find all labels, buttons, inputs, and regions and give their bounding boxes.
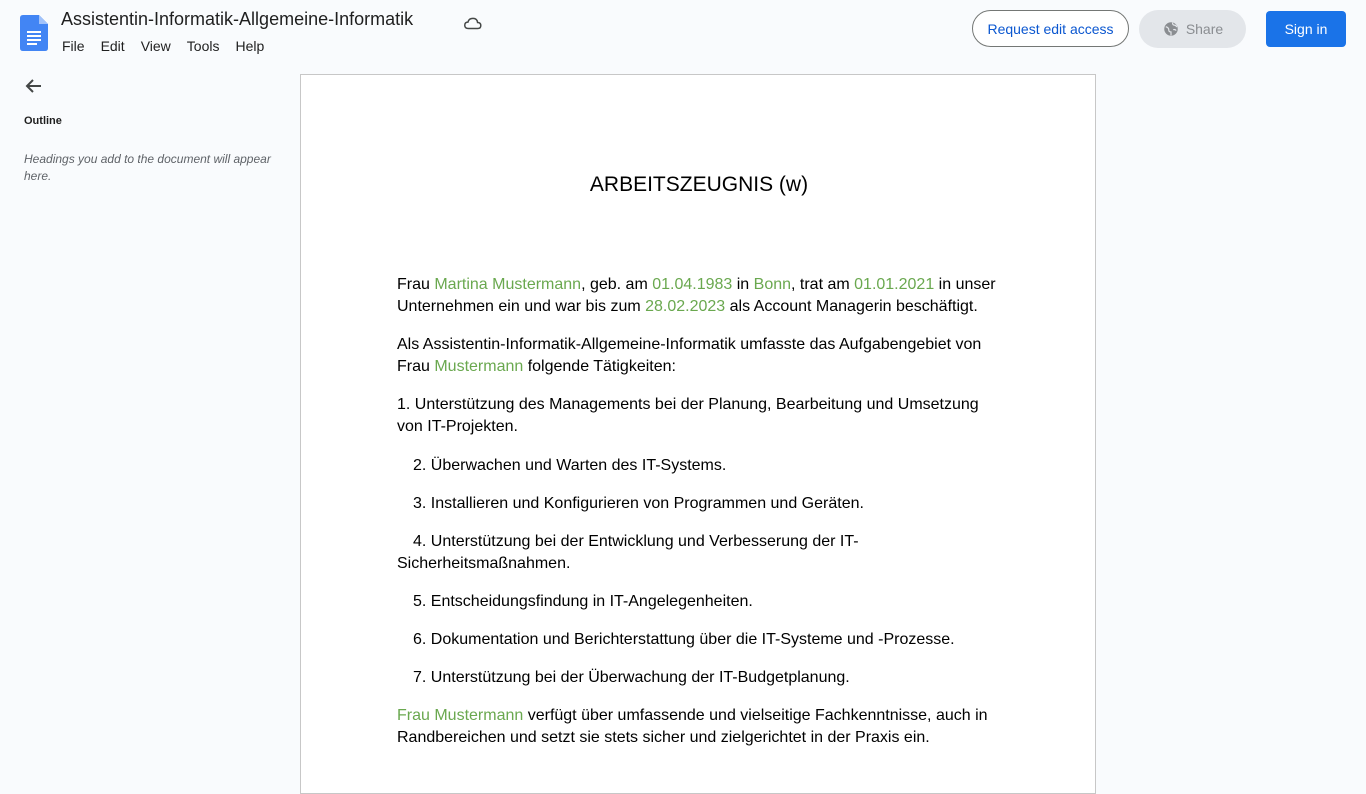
text-segment: , trat am <box>791 276 855 293</box>
skills-paragraph <box>397 705 997 749</box>
text-segment: Als Assistentin-Informatik-Allgemeine-Informatik umfasste das Aufgabengebiet von Frau <box>397 336 982 375</box>
task-item-2: 2. Überwachen und Warten des IT-Systems. <box>413 457 727 474</box>
document-title[interactable]: Assistentin-Informatik-Allgemeine-Informatik <box>61 9 414 29</box>
menu-help[interactable]: Help <box>235 38 265 54</box>
back-arrow-icon[interactable] <box>22 74 46 98</box>
employee-reference: Frau Mustermann <box>397 707 524 724</box>
birth-date: 01.04.1983 <box>652 276 733 293</box>
globe-icon <box>1162 20 1180 38</box>
intro-paragraph <box>397 274 997 318</box>
share-label: Share <box>1185 21 1224 37</box>
menu-edit[interactable]: Edit <box>100 38 125 54</box>
employee-name: Martina Mustermann <box>434 276 582 293</box>
cloud-saved-icon[interactable] <box>462 12 484 34</box>
google-docs-logo-icon[interactable] <box>20 15 48 51</box>
menu-bar <box>54 36 272 56</box>
sign-in-button[interactable]: Sign in <box>1266 11 1346 47</box>
text-segment: als Account Managerin beschäftigt. <box>725 298 978 315</box>
end-date: 28.02.2023 <box>645 298 726 315</box>
document-heading: ARBEITSZEUGNIS (w) <box>589 173 809 196</box>
task-item-7: 7. Unterstützung bei der Überwachung der IT-Budgetplanung. <box>413 669 850 686</box>
task-item-4: 4. Unterstützung bei der Entwicklung und Verbesserung der IT-Sicherheitsmaßnahmen. <box>397 533 859 572</box>
text-segment: verfügt über umfassende und vielseitige Fachkenntnisse, auch in Randbereichen und setzt sie stets sicher und zielgerichtet in der Praxis ein. <box>397 707 988 746</box>
text-segment: in unser Unternehmen ein und war bis zum <box>397 276 996 315</box>
task-item-6: 6. Dokumentation und Berichterstattung über die IT-Systeme und -Prozesse. <box>413 631 955 648</box>
start-date: 01.01.2021 <box>854 276 935 293</box>
share-button[interactable] <box>1139 10 1246 48</box>
outline-hint: Headings you add to the document will appear here. <box>24 152 271 183</box>
text-segment: , geb. am <box>581 276 653 293</box>
menu-view[interactable]: View <box>140 38 171 54</box>
task-item-3: 3. Installieren und Konfigurieren von Programmen und Geräten. <box>413 495 864 512</box>
top-bar <box>0 0 1366 64</box>
menu-tools[interactable]: Tools <box>186 38 220 54</box>
request-edit-access-button[interactable]: Request edit access <box>972 10 1129 47</box>
tasks-intro-paragraph <box>397 334 997 378</box>
outline-title: Outline <box>24 115 62 127</box>
birth-city: Bonn <box>753 276 792 293</box>
text-segment: in <box>732 276 754 293</box>
text-segment: folgende Tätigkeiten: <box>523 358 676 375</box>
text-segment: Frau <box>397 276 435 293</box>
task-item-1: 1. Unterstützung des Managements bei der Planung, Bearbeitung und Umsetzung von IT-Projekten. <box>397 396 979 435</box>
document-page[interactable] <box>300 74 1096 794</box>
employee-surname: Mustermann <box>434 358 524 375</box>
task-item-5: 5. Entscheidungsfindung in IT-Angelegenheiten. <box>413 593 753 610</box>
menu-file[interactable]: File <box>62 38 85 54</box>
